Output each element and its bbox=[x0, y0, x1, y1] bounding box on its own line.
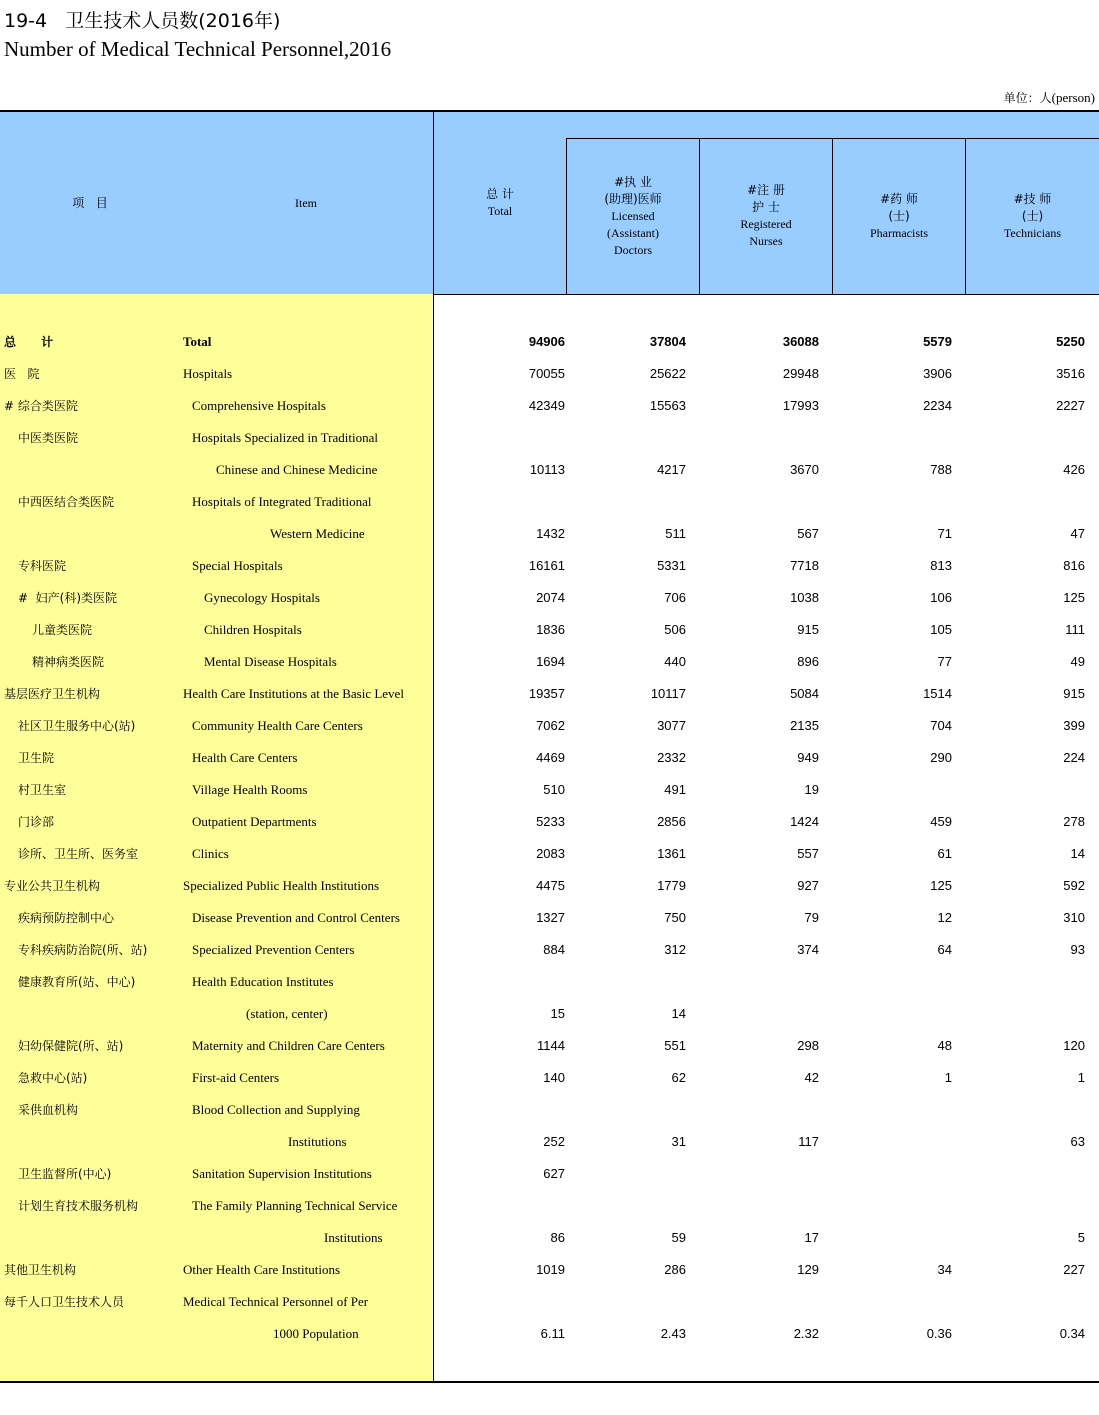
cell-technicians: 278 bbox=[1063, 814, 1085, 829]
header-item-en-label: Item bbox=[295, 195, 317, 210]
cell-pharmacists: 77 bbox=[937, 654, 952, 669]
cell-pharmacists: 106 bbox=[930, 590, 952, 605]
cell-pharmacists: 1 bbox=[944, 1070, 952, 1085]
cell-nurses: 2135 bbox=[790, 718, 819, 733]
header-tech-cn2: (士) bbox=[1021, 208, 1044, 223]
table-row bbox=[0, 902, 1099, 934]
cell-pharmacists: 61 bbox=[937, 846, 952, 861]
row-item-cn: 每千人口卫生技术人员 bbox=[4, 1295, 125, 1309]
cell-total: 2083 bbox=[536, 846, 565, 861]
cell-doctors: 551 bbox=[664, 1038, 686, 1053]
bottom-rule bbox=[0, 1381, 1099, 1383]
row-item-cn: # 综合类医院 bbox=[4, 399, 78, 413]
header-pharm-cn2: (士) bbox=[888, 208, 910, 223]
table-row bbox=[0, 454, 1099, 486]
cell-pharmacists: 1514 bbox=[923, 686, 952, 701]
cell-total: 1327 bbox=[536, 910, 565, 925]
table-row bbox=[0, 1158, 1099, 1190]
cell-doctors: 4217 bbox=[657, 462, 686, 477]
cell-pharmacists: 290 bbox=[930, 750, 952, 765]
cell-pharmacists: 12 bbox=[937, 910, 952, 925]
cell-nurses: 298 bbox=[797, 1038, 819, 1053]
cell-technicians: 310 bbox=[1063, 910, 1085, 925]
header-doctors-cn1: #执 业 bbox=[614, 174, 652, 189]
row-item-en: (station, center) bbox=[246, 1006, 328, 1021]
cell-total: 7062 bbox=[536, 718, 565, 733]
cell-total: 6.11 bbox=[540, 1326, 565, 1341]
cell-pharmacists: 105 bbox=[930, 622, 952, 637]
row-item-en: Village Health Rooms bbox=[192, 782, 308, 797]
row-item-cn: 急救中心(站) bbox=[18, 1071, 88, 1085]
row-item-en: Mental Disease Hospitals bbox=[204, 654, 337, 669]
row-item-cn: 中西医结合类医院 bbox=[18, 495, 115, 509]
table-row bbox=[0, 422, 1099, 454]
row-item-en: Blood Collection and Supplying bbox=[192, 1102, 360, 1117]
row-item-cn: 计划生育技术服务机构 bbox=[18, 1199, 139, 1213]
cell-nurses: 19 bbox=[804, 782, 819, 797]
cell-total: 42349 bbox=[528, 398, 565, 413]
row-item-en: 1000 Population bbox=[273, 1326, 359, 1341]
row-item-en: Special Hospitals bbox=[192, 558, 283, 573]
cell-nurses: 5084 bbox=[790, 686, 819, 701]
row-item-cn: 儿童类医院 bbox=[32, 623, 93, 637]
cell-nurses: 2.32 bbox=[793, 1326, 819, 1341]
row-item-en: The Family Planning Technical Service bbox=[192, 1198, 398, 1213]
table-row bbox=[0, 870, 1099, 902]
cell-technicians: 111 bbox=[1065, 622, 1085, 637]
cell-total: 252 bbox=[543, 1134, 565, 1149]
cell-doctors: 750 bbox=[664, 910, 686, 925]
cell-pharmacists: 64 bbox=[937, 942, 952, 957]
row-item-en: Gynecology Hospitals bbox=[204, 590, 320, 605]
row-item-en: Medical Technical Personnel of Per bbox=[183, 1294, 369, 1309]
table-row bbox=[0, 742, 1099, 774]
header-divider bbox=[699, 138, 700, 294]
cell-doctors: 706 bbox=[664, 590, 686, 605]
cell-doctors: 440 bbox=[664, 654, 686, 669]
cell-doctors: 25622 bbox=[649, 366, 686, 381]
table-title-en: Number of Medical Technical Personnel,2016 bbox=[4, 37, 392, 61]
header-pharmacists bbox=[833, 138, 965, 294]
table-row bbox=[0, 326, 1099, 358]
cell-technicians: 915 bbox=[1063, 686, 1085, 701]
cell-nurses: 79 bbox=[804, 910, 819, 925]
table-row bbox=[0, 550, 1099, 582]
cell-doctors: 59 bbox=[671, 1230, 686, 1245]
cell-technicians: 93 bbox=[1070, 942, 1085, 957]
cell-nurses: 927 bbox=[797, 878, 819, 893]
cell-doctors: 14 bbox=[671, 1006, 686, 1021]
row-item-en: Other Health Care Institutions bbox=[183, 1262, 341, 1277]
row-item-en: Hospitals bbox=[183, 366, 233, 381]
table-row bbox=[0, 1190, 1099, 1222]
row-item-en: First-aid Centers bbox=[192, 1070, 280, 1085]
cell-nurses: 915 bbox=[797, 622, 819, 637]
cell-technicians: 5 bbox=[1077, 1230, 1085, 1245]
table-row bbox=[0, 966, 1099, 998]
cell-total: 627 bbox=[543, 1166, 565, 1181]
unit-label-cn: 单位：人 bbox=[1003, 91, 1052, 105]
header-pharm-en: Pharmacists bbox=[870, 225, 928, 240]
row-item-en: Disease Prevention and Control Centers bbox=[192, 910, 400, 925]
table-row bbox=[0, 646, 1099, 678]
cell-doctors: 312 bbox=[664, 942, 686, 957]
table-row bbox=[0, 614, 1099, 646]
table-row bbox=[0, 358, 1099, 390]
row-item-cn: 中医类医院 bbox=[18, 431, 79, 445]
row-item-en: Community Health Care Centers bbox=[192, 718, 363, 733]
table-title-cn: 19-4 卫生技术人员数(2016年) bbox=[4, 10, 281, 32]
header-total-cn: 总 计 bbox=[486, 187, 514, 201]
cell-pharmacists: 3906 bbox=[923, 366, 952, 381]
cell-total: 510 bbox=[543, 782, 565, 797]
row-item-en: Children Hospitals bbox=[204, 622, 302, 637]
row-item-en: Sanitation Supervision Institutions bbox=[192, 1166, 372, 1181]
cell-doctors: 1361 bbox=[657, 846, 686, 861]
row-item-en: Health Care Centers bbox=[192, 750, 298, 765]
row-item-cn: 专业公共卫生机构 bbox=[4, 879, 101, 893]
cell-doctors: 31 bbox=[671, 1134, 686, 1149]
cell-pharmacists: 71 bbox=[937, 526, 952, 541]
header-divider bbox=[832, 138, 833, 294]
row-item-en: Hospitals of Integrated Traditional bbox=[192, 494, 372, 509]
header-pharm-cn1: #药 师 bbox=[880, 191, 918, 206]
cell-nurses: 557 bbox=[797, 846, 819, 861]
cell-nurses: 117 bbox=[798, 1134, 819, 1149]
row-item-cn: 精神病类医院 bbox=[32, 655, 105, 669]
cell-doctors: 491 bbox=[664, 782, 686, 797]
cell-technicians: 120 bbox=[1063, 1038, 1085, 1053]
row-item-en: Maternity and Children Care Centers bbox=[192, 1038, 385, 1053]
row-item-en: Health Education Institutes bbox=[192, 974, 334, 989]
header-nurses bbox=[700, 138, 832, 294]
table-row bbox=[0, 806, 1099, 838]
cell-total: 140 bbox=[543, 1070, 565, 1085]
row-item-cn: 卫生院 bbox=[18, 751, 55, 765]
row-item-cn: # 妇产(科)类医院 bbox=[18, 591, 118, 605]
cell-doctors: 2332 bbox=[657, 750, 686, 765]
header-item-en bbox=[256, 112, 356, 294]
cell-doctors: 511 bbox=[665, 526, 686, 541]
cell-nurses: 7718 bbox=[790, 558, 819, 573]
cell-doctors: 3077 bbox=[657, 718, 686, 733]
cell-nurses: 1424 bbox=[790, 814, 819, 829]
cell-nurses: 567 bbox=[797, 526, 819, 541]
cell-total: 4475 bbox=[536, 878, 565, 893]
header-total-en: Total bbox=[487, 204, 513, 218]
header-technicians bbox=[966, 138, 1099, 294]
cell-total: 70055 bbox=[528, 366, 565, 381]
cell-technicians: 5250 bbox=[1056, 334, 1085, 349]
header-divider bbox=[965, 138, 966, 294]
row-item-cn: 疾病预防控制中心 bbox=[18, 911, 115, 925]
cell-technicians: 224 bbox=[1063, 750, 1085, 765]
cell-pharmacists: 788 bbox=[930, 462, 952, 477]
cell-technicians: 49 bbox=[1070, 654, 1085, 669]
table-row bbox=[0, 1094, 1099, 1126]
cell-nurses: 129 bbox=[797, 1262, 819, 1277]
cell-technicians: 3516 bbox=[1056, 366, 1085, 381]
header-tech-cn1: #技 师 bbox=[1013, 191, 1052, 206]
table-row bbox=[0, 1286, 1099, 1318]
header-item-cn bbox=[40, 112, 140, 294]
table-row bbox=[0, 774, 1099, 806]
row-item-cn: 专科医院 bbox=[18, 559, 67, 573]
row-item-en: Western Medicine bbox=[270, 526, 365, 541]
cell-nurses: 374 bbox=[797, 942, 819, 957]
cell-pharmacists: 704 bbox=[930, 718, 952, 733]
cell-nurses: 1038 bbox=[790, 590, 819, 605]
cell-pharmacists: 459 bbox=[930, 814, 952, 829]
header-doctors-cn2: (助理)医师 bbox=[604, 191, 662, 206]
cell-doctors: 10117 bbox=[650, 686, 686, 701]
cell-pharmacists: 125 bbox=[930, 878, 952, 893]
cell-total: 884 bbox=[543, 942, 565, 957]
cell-nurses: 29948 bbox=[782, 366, 819, 381]
cell-pharmacists: 0.36 bbox=[926, 1326, 952, 1341]
table-header bbox=[0, 112, 1099, 294]
cell-doctors: 5331 bbox=[657, 558, 686, 573]
table-row bbox=[0, 838, 1099, 870]
row-item-cn: 医 院 bbox=[4, 367, 40, 381]
table-row bbox=[0, 934, 1099, 966]
row-item-en: Chinese and Chinese Medicine bbox=[216, 462, 378, 477]
row-item-en: Institutions bbox=[324, 1230, 383, 1245]
row-item-cn: 妇幼保健院(所、站) bbox=[18, 1039, 124, 1053]
cell-total: 1144 bbox=[537, 1038, 565, 1053]
cell-technicians: 14 bbox=[1070, 846, 1085, 861]
cell-total: 2074 bbox=[536, 590, 565, 605]
cell-total: 1836 bbox=[536, 622, 565, 637]
cell-technicians: 227 bbox=[1063, 1262, 1085, 1277]
header-tech-en: Technicians bbox=[1003, 225, 1062, 240]
cell-doctors: 286 bbox=[664, 1262, 686, 1277]
table-row bbox=[0, 582, 1099, 614]
table-row bbox=[0, 486, 1099, 518]
row-item-en: Specialized Public Health Institutions bbox=[183, 878, 380, 893]
header-total bbox=[434, 112, 566, 294]
table-row bbox=[0, 998, 1099, 1030]
row-item-en: Total bbox=[183, 334, 212, 349]
cell-nurses: 17 bbox=[804, 1230, 819, 1245]
table-row bbox=[0, 1062, 1099, 1094]
cell-technicians: 0.34 bbox=[1059, 1326, 1085, 1341]
cell-total: 10113 bbox=[529, 462, 565, 477]
cell-nurses: 896 bbox=[797, 654, 819, 669]
cell-total: 86 bbox=[550, 1230, 565, 1245]
cell-pharmacists: 813 bbox=[930, 558, 952, 573]
row-item-cn: 卫生监督所(中心) bbox=[18, 1167, 112, 1181]
cell-doctors: 2.43 bbox=[660, 1326, 686, 1341]
header-doctors-en3: Doctors bbox=[614, 242, 652, 257]
row-item-en: Institutions bbox=[288, 1134, 347, 1149]
cell-technicians: 63 bbox=[1070, 1134, 1085, 1149]
table-row bbox=[0, 390, 1099, 422]
table-row bbox=[0, 1126, 1099, 1158]
table-row bbox=[0, 1318, 1099, 1350]
cell-nurses: 949 bbox=[797, 750, 819, 765]
unit-label bbox=[1004, 89, 1095, 106]
cell-total: 5233 bbox=[536, 814, 565, 829]
row-item-en: Health Care Institutions at the Basic Level bbox=[183, 686, 404, 701]
header-nurses-cn2: 护 士 bbox=[752, 200, 780, 214]
header-nurses-cn1: #注 册 bbox=[747, 183, 785, 197]
cell-pharmacists: 48 bbox=[937, 1038, 952, 1053]
cell-doctors: 506 bbox=[664, 622, 686, 637]
header-doctors-en1: Licensed bbox=[611, 208, 655, 223]
cell-technicians: 592 bbox=[1063, 878, 1085, 893]
cell-doctors: 62 bbox=[671, 1070, 686, 1085]
cell-technicians: 2227 bbox=[1056, 398, 1085, 413]
cell-total: 1432 bbox=[536, 526, 565, 541]
cell-nurses: 3670 bbox=[790, 462, 819, 477]
table-row bbox=[0, 678, 1099, 710]
cell-doctors: 1779 bbox=[657, 878, 686, 893]
row-item-en: Specialized Prevention Centers bbox=[192, 942, 355, 957]
cell-total: 1019 bbox=[536, 1262, 565, 1277]
row-item-cn: 总 计 bbox=[4, 335, 54, 349]
cell-total: 94906 bbox=[528, 334, 565, 349]
cell-total: 19357 bbox=[528, 686, 565, 701]
row-item-cn: 社区卫生服务中心(站) bbox=[18, 719, 136, 733]
cell-nurses: 36088 bbox=[782, 334, 819, 349]
cell-technicians: 426 bbox=[1063, 462, 1085, 477]
unit-label-en: (person) bbox=[1051, 90, 1095, 105]
cell-pharmacists: 34 bbox=[937, 1262, 952, 1277]
cell-technicians: 816 bbox=[1063, 558, 1085, 573]
table-row bbox=[0, 710, 1099, 742]
table-row bbox=[0, 1254, 1099, 1286]
row-item-cn: 村卫生室 bbox=[18, 783, 67, 797]
header-doctors-en2: (Assistant) bbox=[607, 225, 659, 240]
row-item-cn: 门诊部 bbox=[18, 815, 55, 829]
table-row bbox=[0, 1030, 1099, 1062]
cell-nurses: 17993 bbox=[782, 398, 819, 413]
row-item-en: Hospitals Specialized in Traditional bbox=[192, 430, 378, 445]
header-item-cn-label: 项 目 bbox=[72, 195, 108, 210]
cell-doctors: 15563 bbox=[649, 398, 686, 413]
header-nurses-en2: Nurses bbox=[749, 234, 783, 248]
cell-technicians: 1 bbox=[1077, 1070, 1085, 1085]
header-nurses-en1: Registered bbox=[740, 217, 792, 231]
cell-total: 4469 bbox=[536, 750, 565, 765]
row-item-cn: 专科疾病防治院(所、站) bbox=[18, 943, 148, 957]
cell-doctors: 2856 bbox=[657, 814, 686, 829]
table-row bbox=[0, 518, 1099, 550]
cell-total: 1694 bbox=[536, 654, 565, 669]
cell-pharmacists: 2234 bbox=[923, 398, 952, 413]
header-doctors bbox=[567, 138, 699, 294]
row-item-cn: 基层医疗卫生机构 bbox=[4, 687, 101, 701]
row-item-cn: 诊所、卫生所、医务室 bbox=[18, 847, 139, 861]
table-row bbox=[0, 1222, 1099, 1254]
cell-technicians: 399 bbox=[1063, 718, 1085, 733]
cell-technicians: 47 bbox=[1070, 526, 1085, 541]
cell-total: 15 bbox=[550, 1006, 565, 1021]
row-item-cn: 其他卫生机构 bbox=[4, 1263, 77, 1277]
row-item-cn: 采供血机构 bbox=[18, 1103, 79, 1117]
cell-pharmacists: 5579 bbox=[923, 334, 952, 349]
row-item-en: Clinics bbox=[192, 846, 229, 861]
cell-total: 16161 bbox=[528, 558, 565, 573]
row-item-en: Outpatient Departments bbox=[192, 814, 317, 829]
cell-nurses: 42 bbox=[804, 1070, 819, 1085]
cell-technicians: 125 bbox=[1063, 590, 1085, 605]
row-item-cn: 健康教育所(站、中心) bbox=[18, 975, 136, 989]
header-divider bbox=[566, 138, 567, 294]
cell-doctors: 37804 bbox=[649, 334, 686, 349]
row-item-en: Comprehensive Hospitals bbox=[192, 398, 326, 413]
